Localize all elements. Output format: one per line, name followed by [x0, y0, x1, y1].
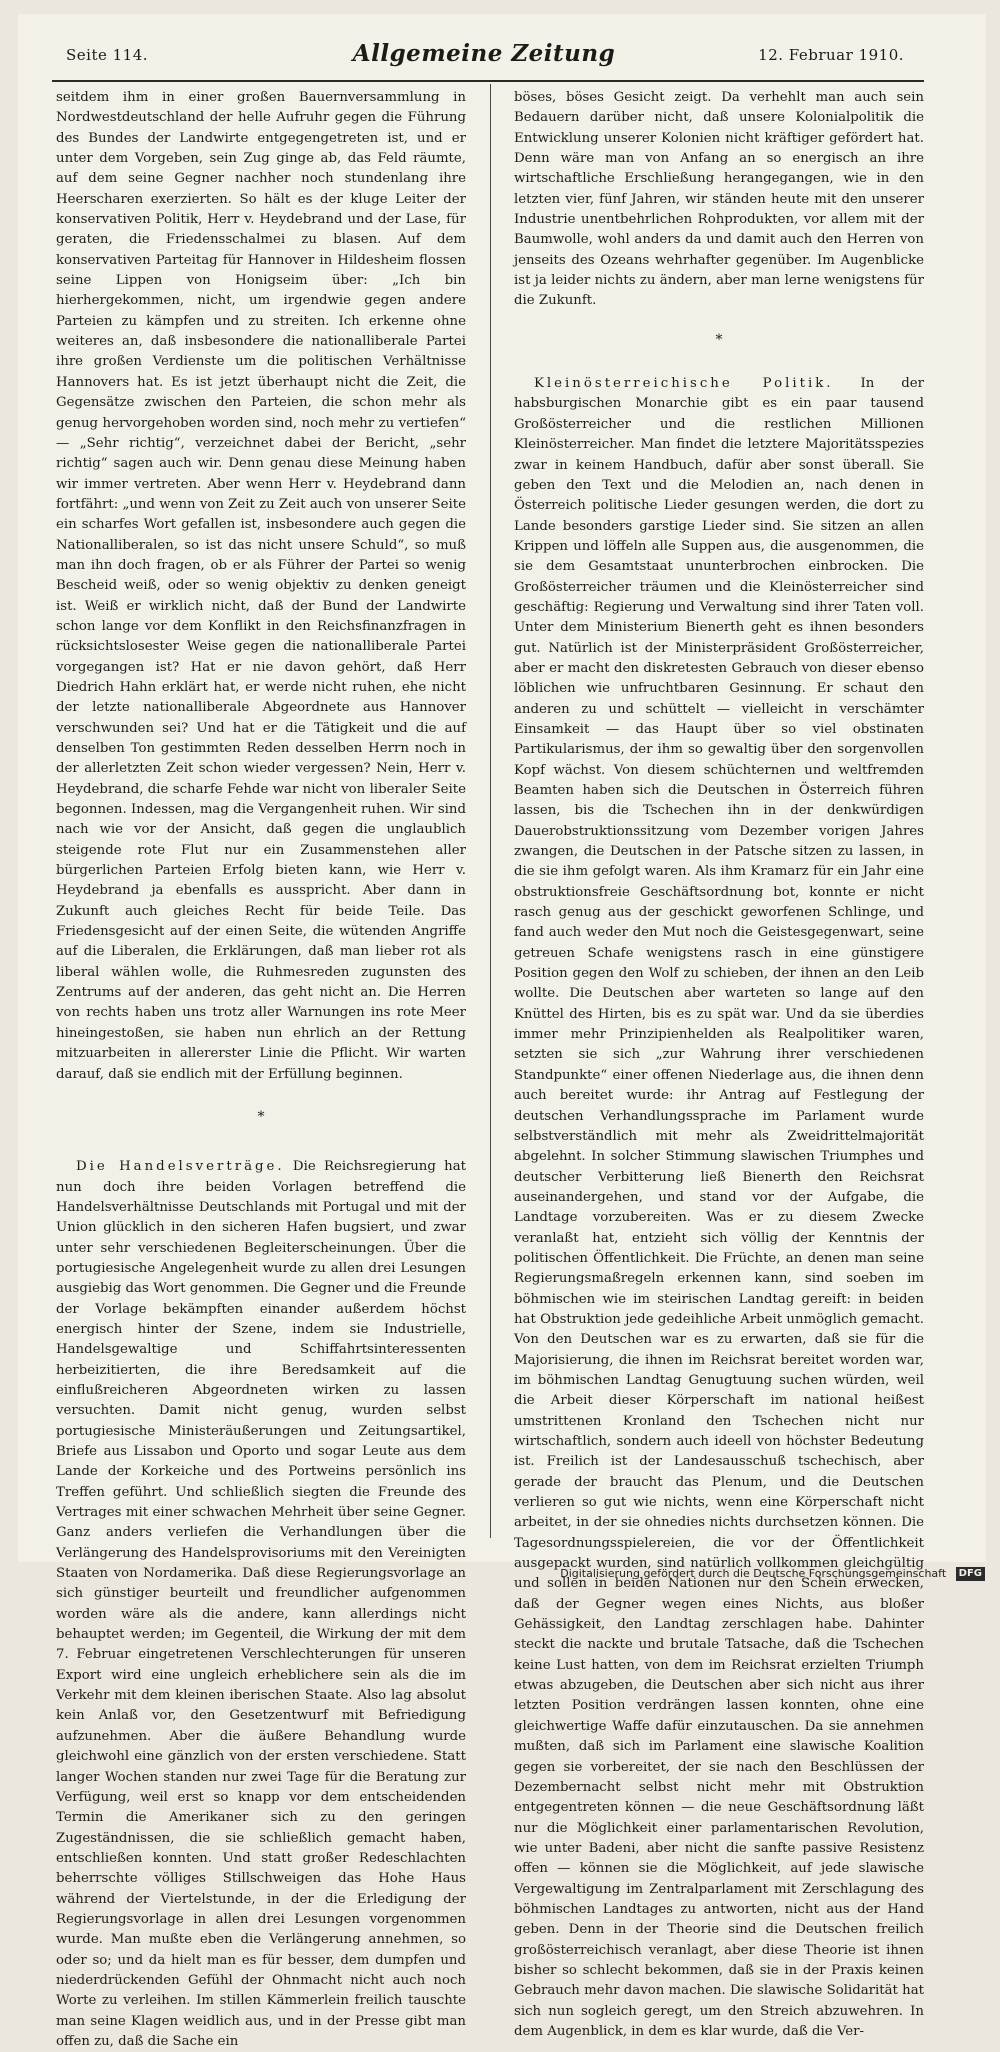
footer-credit: Digitalisierung gefördert durch die Deutsche Forschungsgemeinschaft — [560, 1567, 947, 1580]
header-rule — [52, 80, 924, 82]
article-continuation: böses, böses Gesicht zeigt. Da verhehlt man auch sein Bedauern darüber nicht, daß unsere Kolonialpolitik die Entwicklung unserer Kolonien nicht kräftiger gefördert hat. Denn wäre man von Anfang an so energisch an ihre wirtschaftliche Erschließung herangegangen, wie in den letzten vier, fünf Jahren, wir ständen heute mit den unserer Industrie unentbehrlichen Rohprodukten, vor allem mit der Baumwolle, wohl anders da und damit auch den Herren von jenseits des Ozeans wehrhafter gegenüber. Im Augenblicke ist ja leider nichts zu ändern, aber man lerne wenigstens für die Zukunft. — [514, 90, 924, 309]
issue-date: 12. Februar 1910. — [758, 46, 904, 64]
section-separator: * — [257, 1108, 265, 1125]
article-conservative-politics: seitdem ihm in einer großen Bauernversammlung in Nordwestdeutschland der helle Aufruhr gegen die Führung des Bundes der Landwirte entgegengetreten ist, und er unter dem Vorgeben, sein Zug ginge ab, das Feld räumte, auf dem seine Gegner nachher noch stundenlang ihre Heerscharen exerzierten. So hält es der kluge Leiter der konservativen Politik, Herr v. Heydebrand und der Lase, für geraten, die Friedensschalmei zu blasen. Auf dem konservativen Parteitag für Hannover in Hildesheim flossen seine Lippen von Honigseim über: „Ich bin hierhergekommen, nicht, um irgendwie gegen andere Parteien zu kämpfen und zu streiten. Ich erkenne ohne weiteres an, daß insbesondere die nationalliberale Partei ihre großen Verdienste um die politischen Verhältnisse Hannovers hat. Es ist jetzt überhaupt nicht die Zeit, die Gegensätze zwischen den Parteien, die schon mehr als genug hervorgehoben worden sind, noch mehr zu vertiefen“ — „Sehr richtig“, verzeichnet dabei der Bericht, „sehr richtig“ sagen auch wir. Denn genau diese Meinung haben wir immer vertreten. Aber wenn Herr v. Heydebrand dann fortfährt: „und wenn von Zeit zu Zeit auch von unserer Seite ein scharfes Wort gefallen ist, insbesondere auch gegen die Nationalliberalen, so ist das nicht unsere Schuld“, so muß man ihn doch fragen, ob er als Führer der Partei so wenig Bescheid weiß, oder so wenig objektiv zu denken geneigt ist. Weiß er wirklich nicht, daß der Bund der Landwirte schon lange vor dem Konflikt in den Reichsfinanzfragen in rücksichtslosester Weise gegen die nationalliberale Partei vorgegangen ist? Hat er nie davon gehört, daß Herr Diedrich Hahn erklärt hat, er werde nicht ruhen, ehe nicht der letzte nationalliberale Abgeordnete aus Hannover verschwunden sei? Und hat er die Tätigkeit und die auf denselben Ton gestimmten Reden desselben Herrn noch in der allerletzten Zeit schon wieder vergessen? Nein, Herr v. Heydebrand, die scharfe Fehde war nicht von liberaler Seite begonnen. Indessen, mag die Vergangenheit ruhen. Wir sind nach wie vor der Ansicht, daß gegen die unglaublich steigende rote Flut nur ein Zusammenstehen aller bürgerlichen Parteien Erfolg bieten kann, wie Herr v. Heydebrand ja ebenfalls es ausspricht. Aber dann in Zukunft auch gleiches Recht für beide Teile. Das Friedensgesicht auf der einen Seite, die wütenden Angriffe auf die Liberalen, die Erklärungen, daß man lieber rot als liberal wählen wolle, die Ruhmesreden zugunsten des Zentrums auf der anderen, das geht nicht an. Die Herren von rechts haben uns trotz aller Warnungen ins rote Meer hineingestoßen, sie haben nun ehrlich an der Rettung mitzuarbeiten in allererster Linie die Pflicht. Wir warten darauf, daß sie endlich mit der Erfüllung beginnen. — [56, 90, 466, 1082]
article-body: Die Reichsregierung hat nun doch ihre beiden Vorlagen betreffend die Handelsverhältnisse Deutschlands mit Portugal und mit der Union glücklich in den sicheren Hafen bugsiert, und zwar unter sehr verschiedenen Begleiterscheinungen. Über die portugiesische Angelegenheit wurde zu allen drei Lesungen ausgiebig das Wort genommen. Die Gegner und die Freunde der Vorlage bekämpften einander außerdem höchst energisch hinter der Szene, indem sie Industrielle, Handelsgewaltige und Schiffahrtsinteressenten herbeizitierten, die ihre Beredsamkeit auf die einflußreicheren Abgeordneten wirken zu lassen versuchten. Damit nicht genug, wurden selbst portugiesische Ministeräußerungen und Zeitungsartikel, Briefe aus Lissabon und Oporto und sogar Leute aus dem Lande der Korkeiche und des Portweins persönlich ins Treffen geführt. Und schließlich siegten die Freunde des Vertrages mit einer schwachen Mehrheit über seine Gegner. Ganz anders verliefen die Verhandlungen über die Verlängerung des Handelsprovisoriums mit den Vereinigten Staaten von Nordamerika. Daß diese Regierungsvorlage an sich günstiger beurteilt und freundlicher aufgenommen worden wäre als die andere, kann allerdings nicht behauptet werden; im Gegenteil, die Wirkung der mit dem 7. Februar eingetretenen Verschlechterungen für unseren Export wird eine ungleich erheblichere sein als die im Verkehr mit dem kleinen iberischen Staate. Also lag absolut kein Anlaß vor, den Gesetzentwurf mit Befriedigung aufzunehmen. Aber die äußere Behandlung wurde gleichwohl eine gänzlich von der ersten verschiedene. Statt langer Wochen standen nur zwei Tage für die Beratung zur Verfügung, weil erst so knapp vor dem entscheidenden Termin die Amerikaner sich zu den geringen Zugeständnissen, die sie schließlich gemacht haben, entschließen konnten. Und statt großer Redeschlachten beherrschte völliges Stillschweigen das Hohe Haus während der Viertelstunde, in der die Erledigung der Regierungsvorlage in allen drei Lesungen vorgenommen wurde. Man mußte eben die Verlängerung annehmen, so oder so; und da hielt man es für besser, dem dumpfen und niederdrückenden Gefühl der Ohnmacht nicht auch noch Worte zu verleihen. Im stillen Kämmerlein freilich tauschte man seine Klagen weidlich aus, und in der Presse gibt man offen zu, daß die Sache ein — [56, 1159, 466, 2049]
column-divider — [490, 84, 491, 1538]
page-header — [44, 36, 924, 76]
section-separator: * — [715, 331, 723, 348]
article-body: In der habsburgischen Monarchie gibt es ein paar tausend Großösterreicher und die restlichen Millionen Kleinösterreicher. Man findet die letztere Majoritätsspezies zwar in keinem Handbuch, dafür aber sonst überall. Sie geben den Text und die Melodien an, nach denen in Österreich politische Lieder gesungen werden, die dort zu Lande besonders garstige Lieder sind. Sie sitzen an allen Krippen und löffeln alle Suppen aus, die ausgenommen, die sie dem Gesamtstaat ununterbrochen einbrocken. Die Großösterreicher träumen und die Kleinösterreicher sind geschäftig: Regierung und Verwaltung sind ihrer Taten voll. Unter dem Ministerium Bienerth geht es ihnen besonders gut. Natürlich ist der Ministerpräsident Großösterreicher, aber er macht den diskretesten Gebrauch von dieser ebenso löblichen wie unfruchtbaren Gesinnung. Er schaut den anderen zu und schüttelt — vielleicht in verschämter Einsamkeit — das Haupt über so viel obstinaten Partikularismus, der ihm so gewaltig über den sorgenvollen Kopf wächst. Von diesem schüchternen und weltfremden Beamten haben sich die Deutschen in Österreich führen lassen, bis die Tschechen ihn in der denkwürdigen Dauerobstruktionssitzung vom Dezember vorigen Jahres zwangen, die Deutschen in der Patsche sitzen zu lassen, in die sie ihm gefolgt waren. Als ihm Kramarz für ein Jahr eine obstruktionsfreie Geschäftsordnung bot, konnte er nicht rasch genug aus der geschickt geworfenen Schlinge, und fand auch weder den Mut noch die Geistesgegenwart, seine getreuen Schafe wenigstens rasch in eine günstigere Position gegen den Wolf zu schieben, der ihnen an den Leib wollte. Die Deutschen aber warteten so lange auf den Knüttel des Hirten, bis es zu spät war. Und da sie überdies immer mehr Prinzipienhelden als Realpolitiker waren, setzten sie sich „zur Wahrung ihrer verschiedenen Standpunkte“ einer offenen Niederlage aus, die ihnen denn auch bereitet wurde: ihr Antrag auf Festlegung der deutschen Verhandlungssprache im Parlament wurde selbstverständlich mit mehr als Zweidrittelmajorität abgelehnt. In solcher Stimmung slawischen Triumphes und deutscher Verbitterung ließ Bienerth den Reichsrat auseinandergehen, und stand vor der Aufgabe, die Landtage vorzubereiten. Was er zu diesem Zwecke veranlaßt hat, entzieht sich völlig der Kenntnis der politischen Öffentlichkeit. Die Früchte, an denen man seine Regierungsmaßregeln erkennen kann, sind soeben im böhmischen wie im steirischen Landtag gereift: in beiden hat Obstruktion jede gedeihliche Arbeit unmöglich gemacht. Von den Deutschen war es zu erwarten, daß sie für die Majorisierung, die ihnen im Reichsrat bereitet worden war, im böhmischen Landtag Genugtuung suchen würden, weil die Arbeit dieser Körperschaft im national heißest umstrittenen Kronland den Tschechen nicht nur wirtschaftlich, sondern auch ideell von höchster Bedeutung ist. Freilich ist der Landesausschuß tschechisch, aber gerade der braucht das Plenum, und die Deutschen verlieren so gut wie nichts, wenn eine Körperschaft nicht arbeitet, in der sie ohnedies nichts durchsetzen können. Die Tagesordnungsspielereien, die vor der Öffentlichkeit ausgepackt wurden, sind natürlich vollkommen gleichgültig und sollen in beiden Nationen nur den Schein erwecken, daß der Gegner wegen eines Nichts, aus bloßer Gehässigkeit, den Landtag zerschlagen habe. Dahinter steckt die nackte und brutale Tatsache, daß die Tschechen keine Lust hatten, von dem im Reichsrat erzielten Triumph etwas abzugeben, die Deutschen aber sich nicht aus ihrer letzten Position verdrängen lassen konnten, ohne eine gleichwertige Waffe dafür einzutauschen. Da sie annehmen mußten, daß sich im Parlament eine slawische Koalition gegen sie vorbereitet, der sie nach den Beschlüssen der Dezembernacht selbst nicht mehr mit Obstruktion entgegentreten können — die neue Geschäftsordnung läßt nur die Möglichkeit einer parlamentarischen Revolution, wie unter Badeni, aber nicht die sanfte passive Resistenz offen — können sie die Möglichkeit, auf jede slawische Vergewaltigung im Zentralparlament mit Zerschlagung des böhmischen Landtages zu antworten, nicht aus der Hand geben. Denn in der Theorie sind die Deutschen freilich großösterreichisch veranlagt, aber diese Theorie ist ihnen bisher so schlecht bekommen, daß sie in der Praxis keinen Gebrauch mehr davon machen. Die slawische Solidarität hat sich nun sogleich geregt, um den Streich abzuwehren. In dem Augenblick, in dem es klar wurde, daß die Ver- — [514, 376, 925, 2039]
page-number: Seite 114. — [66, 46, 149, 64]
article-kleinoesterreich — [514, 374, 924, 2042]
section-title: Die Handelsverträge. — [76, 1159, 285, 1175]
right-column — [514, 88, 924, 2042]
section-title: Kleinösterreichische Politik. — [534, 376, 834, 392]
newspaper-title: Allgemeine Zeitung — [352, 40, 616, 67]
article-handelsvertraege — [56, 1157, 466, 2052]
dfg-logo: DFG — [956, 1567, 985, 1581]
left-column — [56, 88, 466, 2052]
digitization-footer — [540, 1567, 985, 1587]
